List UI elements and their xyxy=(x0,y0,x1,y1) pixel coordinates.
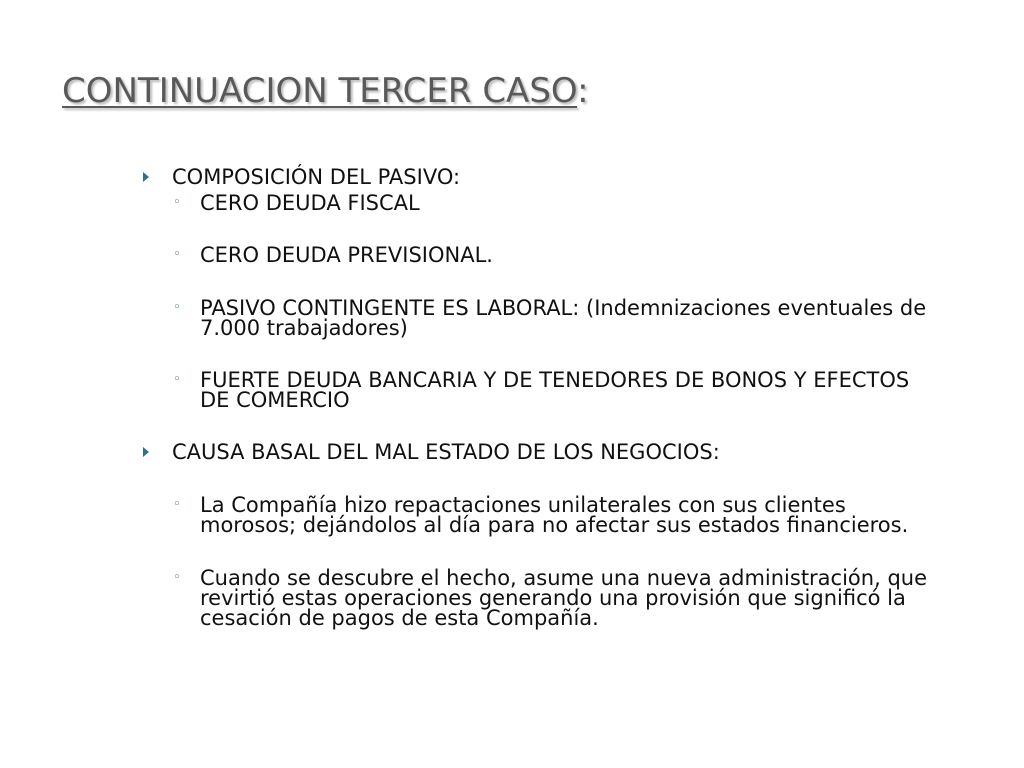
list-item xyxy=(140,370,940,410)
slide-title-text: CONTINUACION TERCER CASO xyxy=(62,71,578,111)
slide-content xyxy=(140,166,940,628)
list-item xyxy=(140,193,940,213)
circle-icon: ◦ xyxy=(173,300,181,315)
circle-icon: ◦ xyxy=(173,497,181,512)
list-item-text: PASIVO CONTINGENTE ES LABORAL: (Indemnizaciones eventuales de 7.000 trabajadores) xyxy=(200,296,927,340)
list-item-text: CERO DEUDA FISCAL xyxy=(200,191,420,215)
list-item-text: La Compañía hizo repactaciones unilaterales con sus clientes morosos; dejándolos al día para no afectar sus estados financieros. xyxy=(200,493,909,537)
circle-icon: ◦ xyxy=(173,372,181,387)
section-heading-text: COMPOSICIÓN DEL PASIVO: xyxy=(172,165,461,189)
triangle-right-icon xyxy=(143,447,149,457)
list-item xyxy=(140,495,940,535)
circle-icon: ◦ xyxy=(173,570,181,585)
slide-title-colon: : xyxy=(577,71,589,111)
list-item-text: Cuando se descubre el hecho, asume una nueva administración, que revirtió estas operaciones generando una provisión que significó la cesación de pagos de esta Compañía. xyxy=(200,566,928,630)
list-item xyxy=(140,298,940,338)
circle-icon: ◦ xyxy=(173,247,181,262)
list-item-text: CERO DEUDA PREVISIONAL. xyxy=(200,243,493,267)
section-heading-composicion xyxy=(140,166,940,188)
list-item-text: FUERTE DEUDA BANCARIA Y DE TENEDORES DE BONOS Y EFECTOS DE COMERCIO xyxy=(200,368,910,412)
list-item xyxy=(140,568,940,628)
section-heading-causa xyxy=(140,441,940,463)
list-item xyxy=(140,245,940,265)
circle-icon: ◦ xyxy=(173,195,181,210)
slide-title xyxy=(62,68,589,114)
triangle-right-icon xyxy=(143,172,149,182)
section-heading-text: CAUSA BASAL DEL MAL ESTADO DE LOS NEGOCIOS: xyxy=(172,440,720,464)
